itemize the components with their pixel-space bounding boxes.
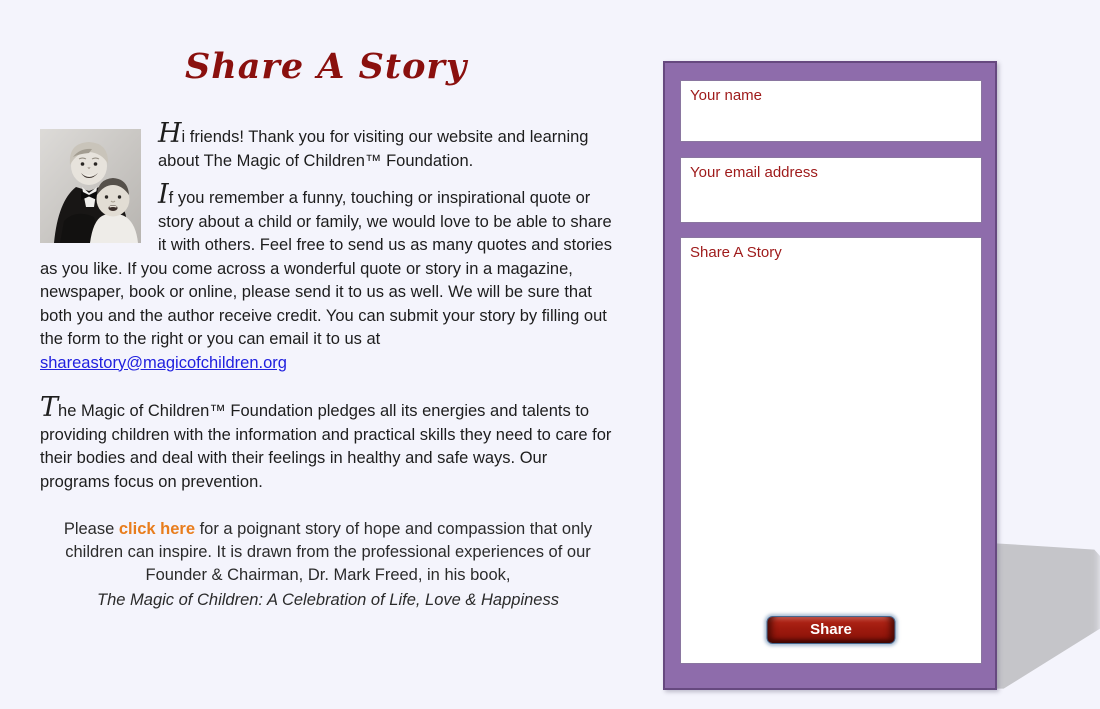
- email-input[interactable]: [680, 157, 982, 223]
- name-input-label: Your name: [690, 87, 762, 104]
- book-title: The Magic of Children: A Celebration of Life, Love & Happiness: [97, 591, 559, 609]
- drop-cap-t: T: [40, 392, 59, 423]
- article: [40, 118, 616, 612]
- share-form: [663, 61, 997, 690]
- email-input-label: Your email address: [690, 164, 818, 181]
- drop-cap-h: H: [158, 118, 182, 149]
- form-panel-shadow: [988, 537, 1100, 695]
- paragraph-foundation: [40, 392, 616, 494]
- paragraph-foundation-text: he Magic of Children™ Foundation pledges all its energies and talents to providing children with the information and practical skills they need to care for their bodies and deal with their feelings in healthy and safe ways. Our programs focus on prevention.: [40, 402, 612, 491]
- story-textarea[interactable]: [680, 237, 982, 664]
- email-link[interactable]: shareastory@magicofchildren.org: [40, 353, 287, 372]
- paragraph-share-text: f you remember a funny, touching or inspirational quote or story about a child or family, we would love to be able to share it with others. Feel free to send us as many quotes and stories as you like. If you come across a wonderful quote or story in a magazine, newspaper, book or online, please send it to us as well. We will be sure that both you and the author receive credit. You can submit your story by filling out the form to the right or you can email it to us at: [40, 189, 612, 348]
- invite-text-after: for a poignant story of hope and compassion that only children can inspire. It is drawn from the professional experiences of our Founder & Chairman, Dr. Mark Freed, in his book,: [65, 520, 593, 584]
- paragraph-intro-text: i friends! Thank you for visiting our website and learning about The Magic of Children™ Foundation.: [158, 128, 589, 170]
- page-title: Share A Story: [185, 46, 468, 87]
- children-photo: [40, 129, 141, 243]
- click-here-link[interactable]: click here: [118, 520, 195, 538]
- story-textarea-label: Share A Story: [690, 244, 782, 261]
- invite-text-before: Please: [63, 520, 119, 538]
- share-button[interactable]: Share: [767, 616, 896, 644]
- paragraph-invite: [40, 518, 616, 612]
- drop-cap-i: I: [158, 179, 169, 210]
- name-input[interactable]: [680, 80, 982, 142]
